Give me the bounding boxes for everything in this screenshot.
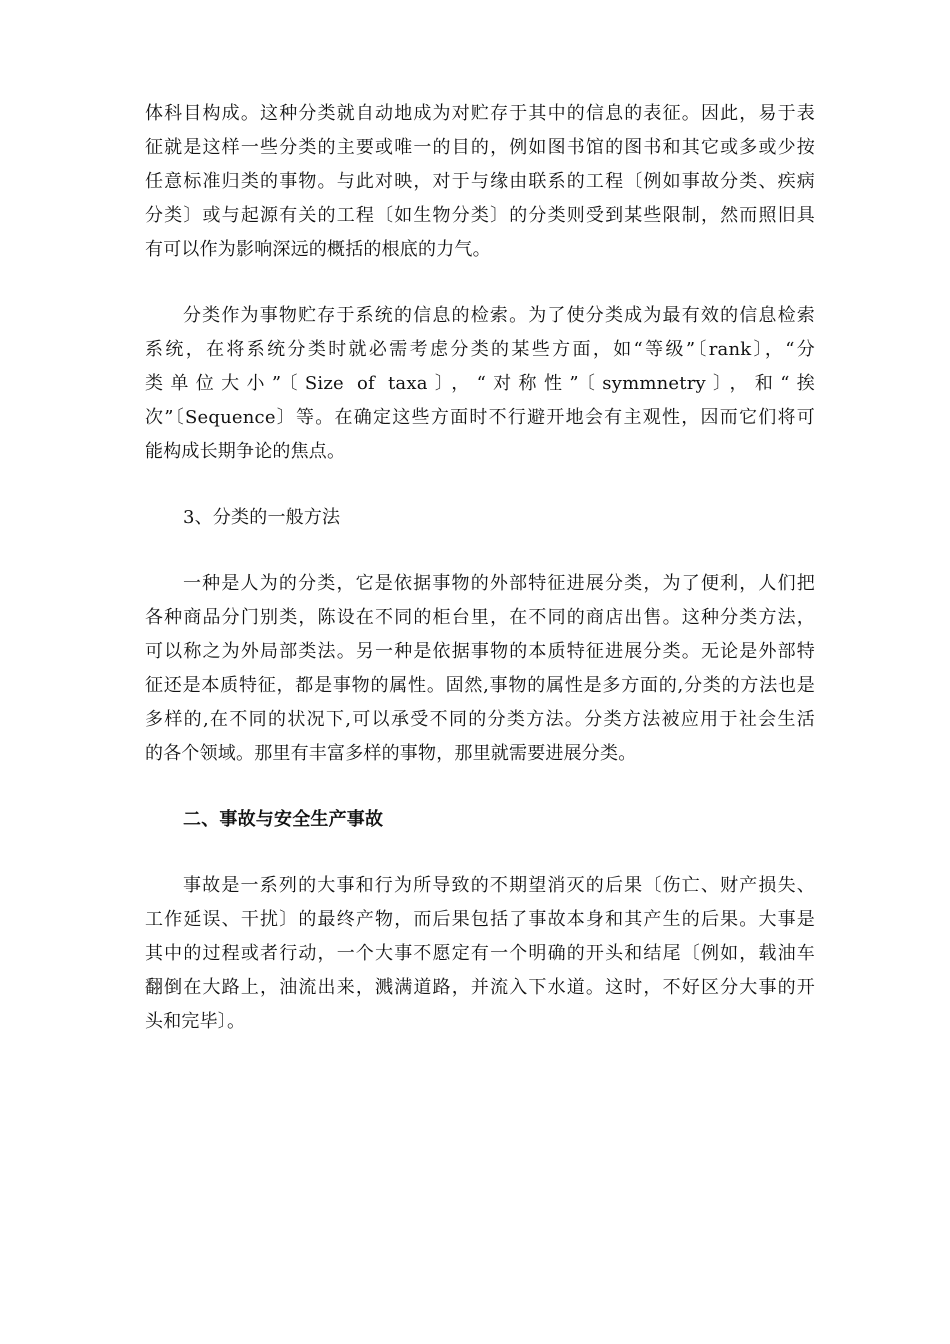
paragraph-2-line-2: 系统，在将系统分类时就必需考虑分类的某些方面，如“等级”〔rank〕，“分 — [145, 339, 815, 360]
paragraph-4-line-4: 征还是本质特征，都是事物的属性。固然,事物的属性是多方面的,分类的方法也是 — [145, 675, 815, 696]
paragraph-1-line-2: 征就是这样一些分类的主要或唯一的目的，例如图书馆的图书和其它或多或少按 — [145, 137, 815, 158]
paragraph-5-line-1: 事故是一系列的大事和行为所导致的不期望消灭的后果〔伤亡、财产损失、 — [183, 875, 815, 896]
paragraph-1-line-5: 有可以作为影响深远的概括的根底的力气。 — [145, 239, 491, 260]
paragraph-5-line-3: 其中的过程或者行动，一个大事不愿定有一个明确的开头和结尾〔例如，载油车 — [145, 943, 815, 964]
paragraph-4-line-3: 可以称之为外局部类法。另一种是依据事物的本质特征进展分类。无论是外部特 — [145, 641, 815, 662]
section-heading-3: 3、分类的一般方法 — [183, 507, 341, 528]
paragraph-5-line-4: 翻倒在大路上，油流出来，溅满道路，并流入下水道。这时，不好区分大事的开 — [145, 977, 815, 998]
paragraph-2-line-5: 能构成长期争论的焦点。 — [145, 441, 346, 462]
paragraph-4-line-2: 各种商品分门别类，陈设在不同的柜台里，在不同的商店出售。这种分类方法， — [145, 607, 815, 628]
paragraph-1-line-4: 分类〕或与起源有关的工程〔如生物分类〕的分类则受到某些限制，然而照旧具 — [145, 205, 815, 226]
paragraph-5-line-5: 头和完毕〕。 — [145, 1011, 246, 1032]
paragraph-1-line-3: 任意标准归类的事物。与此对映，对于与缘由联系的工程〔例如事故分类、疾病 — [145, 171, 815, 192]
paragraph-4-line-1: 一种是人为的分类，它是依据事物的外部特征进展分类，为了便利，人们把 — [183, 573, 815, 594]
paragraph-2-line-3: 类单位大小”〔Size of taxa〕，“对称性”〔symmnetry〕，和“挨 — [145, 373, 815, 394]
section-heading-2: 二、事故与安全生产事故 — [183, 809, 384, 830]
paragraph-5-line-2: 工作延误、干扰〕的最终产物，而后果包括了事故本身和其产生的后果。大事是 — [145, 909, 815, 930]
paragraph-4-line-5: 多样的,在不同的状况下,可以承受不同的分类方法。分类方法被应用于社会生活 — [145, 709, 815, 730]
paragraph-4-line-6: 的各个领域。那里有丰富多样的事物，那里就需要进展分类。 — [145, 743, 637, 764]
paragraph-2-line-1: 分类作为事物贮存于系统的信息的检索。为了使分类成为最有效的信息检索 — [183, 305, 815, 326]
paragraph-2-line-4: 次”〔Sequence〕等。在确定这些方面时不行避开地会有主观性，因而它们将可 — [145, 407, 815, 428]
paragraph-1-line-1: 体科目构成。这种分类就自动地成为对贮存于其中的信息的表征。因此，易于表 — [145, 103, 815, 124]
